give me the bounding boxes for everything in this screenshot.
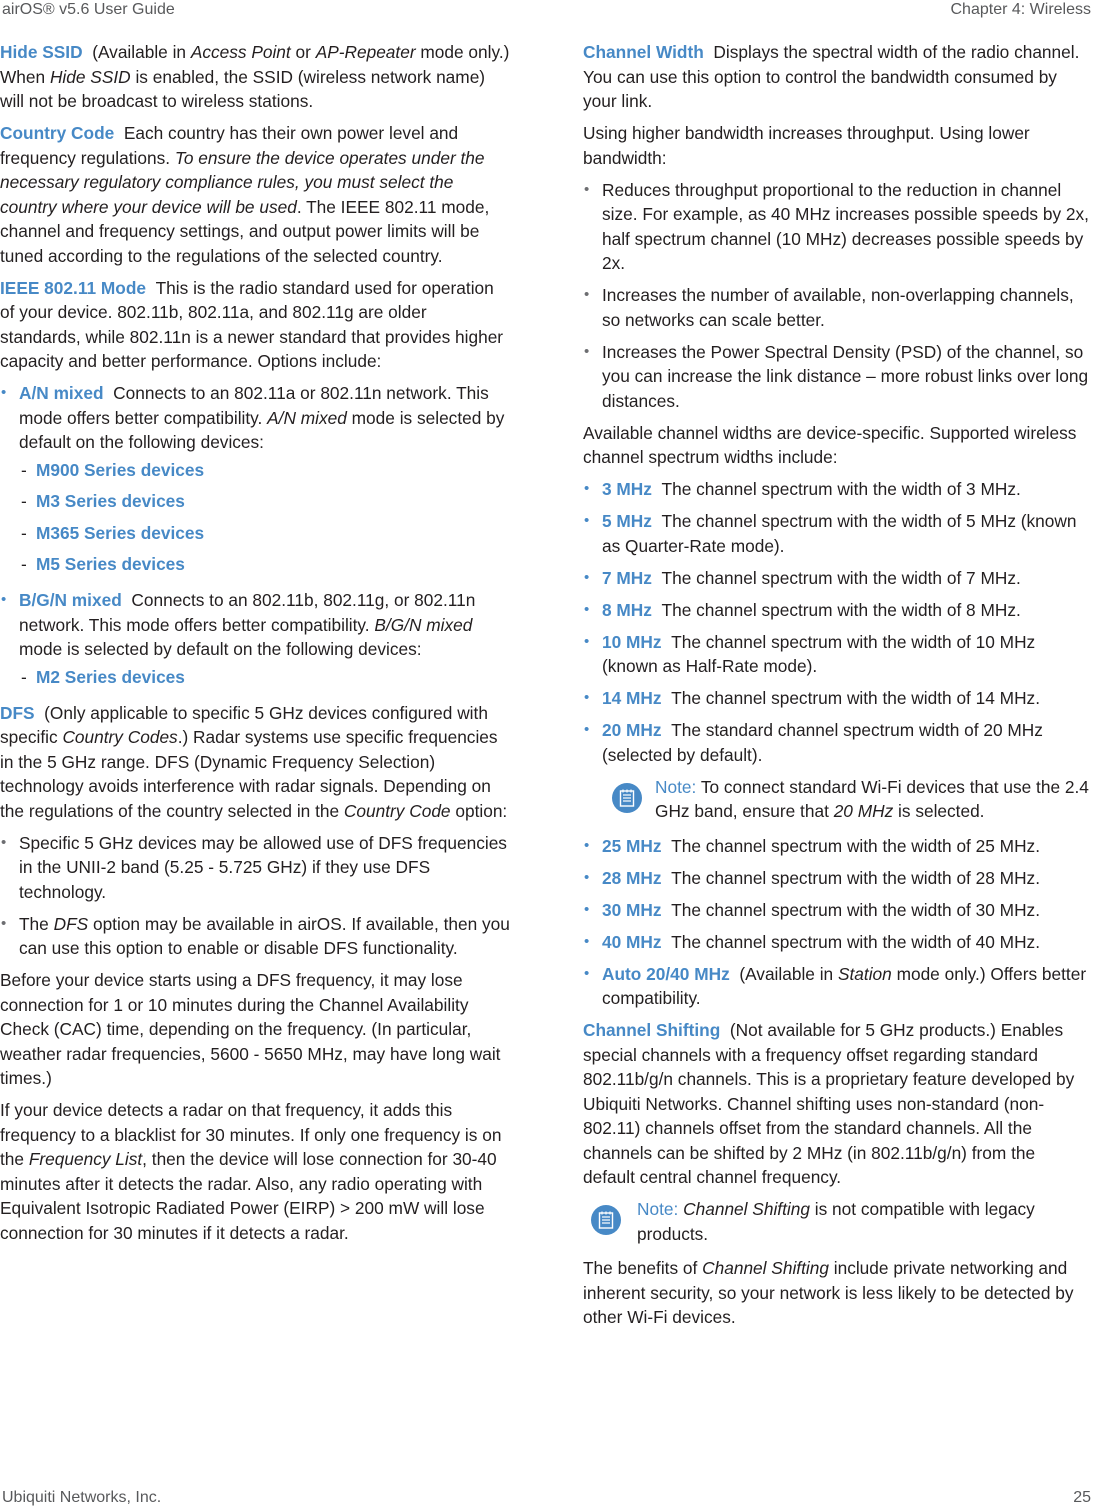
- right-column: [583, 40, 1091, 1337]
- list-item: • Reduces throughput proportional to the reduction in channel size. For example, as 40 MHz increases possible speeds by 2x, half spectrum channel (10 MHz) decreases possible speeds by 2x.: [583, 178, 1091, 276]
- list-item: • 3 MHz The channel spectrum with the width of 3 MHz.: [583, 477, 1091, 502]
- list-item: • 40 MHz The channel spectrum with the width of 40 MHz.: [583, 930, 1091, 955]
- footer-company: Ubiquiti Networks, Inc.: [2, 1489, 162, 1506]
- lower-bandwidth-list: [583, 178, 1091, 414]
- list-item: • The DFS option may be available in airOS. If available, then you can use this option to enable or disable DFS functionality.: [0, 912, 512, 961]
- list-item: • Increases the number of available, non-overlapping channels, so networks can scale better.: [583, 283, 1091, 332]
- radar-paragraph: If your device detects a radar on that frequency, it adds this frequency to a blacklist for 30 minutes. If only one frequency is on the Frequency List, then the device will lose connection for 30-40 minutes after it detects the radar. Also, any radio operating with Equivalent Isotropic Radiated Power (EIRP) > 200 mW will lose connection for 30 minutes if it detects a radar.: [0, 1100, 502, 1243]
- an-mixed-term: A/N mixed: [19, 383, 104, 403]
- dfs-list: [0, 831, 512, 961]
- list-item: • 25 MHz The channel spectrum with the width of 25 MHz.: [583, 834, 1091, 859]
- channel-shifting-term: Channel Shifting: [583, 1020, 721, 1040]
- list-item: • B/G/N mixed Connects to an 802.11b, 802.11g, or 802.11n network. This mode offers better compatibility. B/G/N mixed mode is selected by default on the following devices: - M2 Series devices: [0, 588, 512, 693]
- list-item: • 10 MHz The channel spectrum with the width of 10 MHz (known as Half-Rate mode).: [583, 630, 1091, 679]
- list-item: • A/N mixed Connects to an 802.11a or 802.11n network. This mode offers better compatibility. A/N mixed mode is selected by default on the following devices: - M900 Series devices - M3 Series devices - M365 Series devices - M5 Series devices: [0, 381, 512, 581]
- channel-widths-list: [583, 477, 1091, 767]
- list-item: • 28 MHz The channel spectrum with the width of 28 MHz.: [583, 866, 1091, 891]
- before-dfs-paragraph: Before your device starts using a DFS frequency, it may lose connection for 1 or 10 minutes during the Channel Availability Check (CAC) time, depending on the frequency. (In particular, weather radar frequencies, 5600 - 5650 MHz, may have long wait times.): [0, 970, 501, 1088]
- country-code-paragraph: Country Code Each country has their own power level and frequency regulations. To ensure the device operates under the necessary regulatory compliance rules, you must select the country where your device will be used. The IEEE 802.11 mode, channel and frequency settings, and output power limits will be tuned according to the regulations of the selected country.: [0, 123, 490, 266]
- list-item: • 5 MHz The channel spectrum with the width of 5 MHz (known as Quarter-Rate mode).: [583, 509, 1091, 558]
- using-higher-paragraph: Using higher bandwidth increases throughput. Using lower bandwidth:: [583, 123, 1030, 168]
- ieee-mode-term: IEEE 802.11 Mode: [0, 277, 147, 298]
- channel-widths-list-2: [583, 834, 1091, 1011]
- list-item: - M900 Series devices: [19, 455, 512, 487]
- available-widths-paragraph: Available channel widths are device-specific. Supported wireless channel spectrum widths include:: [583, 422, 1077, 467]
- header-chapter-title: Chapter 4: Wireless: [950, 1, 1091, 18]
- note-channel-shifting: Note: Channel Shifting is not compatible with legacy products.: [583, 1197, 1091, 1246]
- list-item: - M2 Series devices: [19, 662, 512, 694]
- footer-page-number: 25: [1073, 1489, 1091, 1506]
- channel-width-paragraph: Channel Width Displays the spectral width of the radio channel. You can use this option to control the bandwidth consumed by your link.: [583, 42, 1080, 111]
- mode-options-list: [0, 381, 512, 693]
- hide-ssid-paragraph: Hide SSID (Available in Access Point or AP-Repeater mode only.) When Hide SSID is enabled, the SSID (wireless network name) will not be broadcast to wireless stations.: [0, 42, 510, 111]
- list-item: • 30 MHz The channel spectrum with the width of 30 MHz.: [583, 898, 1091, 923]
- list-item: • Increases the Power Spectral Density (PSD) of the channel, so you can increase the link distance – more robust links over long distances.: [583, 340, 1091, 414]
- list-item: - M3 Series devices: [19, 486, 512, 518]
- left-column: [0, 40, 512, 1253]
- bgn-mixed-devices-list: [19, 662, 512, 694]
- bgn-mixed-term: B/G/N mixed: [19, 590, 122, 610]
- hide-ssid-term: Hide SSID: [0, 42, 83, 62]
- list-item: • 20 MHz The standard channel spectrum width of 20 MHz (selected by default).: [583, 718, 1091, 767]
- list-item: • 7 MHz The channel spectrum with the width of 7 MHz.: [583, 566, 1091, 591]
- channel-shifting-paragraph: Channel Shifting (Not available for 5 GHz products.) Enables special channels with a frequency offset regarding standard 802.11b/g/n channels. This is a proprietary feature developed by Ubiquiti Networks. Channel shifting uses non-standard (non-802.11) channels offset from the standard channels. All the channels can be shifted by 2 MHz (in 802.11b/g/n) from the default central channel frequency.: [583, 1020, 1075, 1187]
- list-item: • Auto 20/40 MHz (Available in Station mode only.) Offers better compatibility.: [583, 962, 1091, 1011]
- dfs-paragraph: DFS (Only applicable to specific 5 GHz devices configured with specific Country Codes.) Radar systems use specific frequencies in the 5 GHz range. DFS (Dynamic Frequency Selection) technology avoids interference with radar signals. Depending on the regulations of the country selected in the Country Code option:: [0, 702, 508, 821]
- list-item: - M365 Series devices: [19, 518, 512, 550]
- channel-width-term: Channel Width: [583, 42, 704, 62]
- note-20mhz: Note: To connect standard Wi-Fi devices that use the 2.4 GHz band, ensure that 20 MHz is selected.: [583, 775, 1091, 824]
- list-item: • 8 MHz The channel spectrum with the width of 8 MHz.: [583, 598, 1091, 623]
- note-icon: [591, 1205, 621, 1235]
- ieee-mode-paragraph: IEEE 802.11 Mode This is the radio standard used for operation of your device. 802.11b, 802.11a, and 802.11g are older standards, while 802.11n is a newer standard that provides higher capacity and better performance. Options include:: [0, 277, 504, 371]
- dfs-term: DFS: [0, 702, 35, 723]
- note-label: Note:: [637, 1199, 679, 1219]
- header-guide-title: airOS® v5.6 User Guide: [2, 1, 175, 18]
- list-item: • 14 MHz The channel spectrum with the width of 14 MHz.: [583, 686, 1091, 711]
- country-code-term: Country Code: [0, 123, 115, 143]
- list-item: • Specific 5 GHz devices may be allowed use of DFS frequencies in the UNII-2 band (5.25 - 5.725 GHz) if they use DFS technology.: [0, 831, 512, 905]
- list-item: - M5 Series devices: [19, 549, 512, 581]
- benefits-paragraph: The benefits of Channel Shifting include private networking and inherent security, so your network is less likely to be detected by other Wi-Fi devices.: [583, 1258, 1074, 1327]
- an-mixed-devices-list: [19, 455, 512, 581]
- note-icon: [612, 783, 642, 813]
- note-label: Note:: [655, 776, 697, 797]
